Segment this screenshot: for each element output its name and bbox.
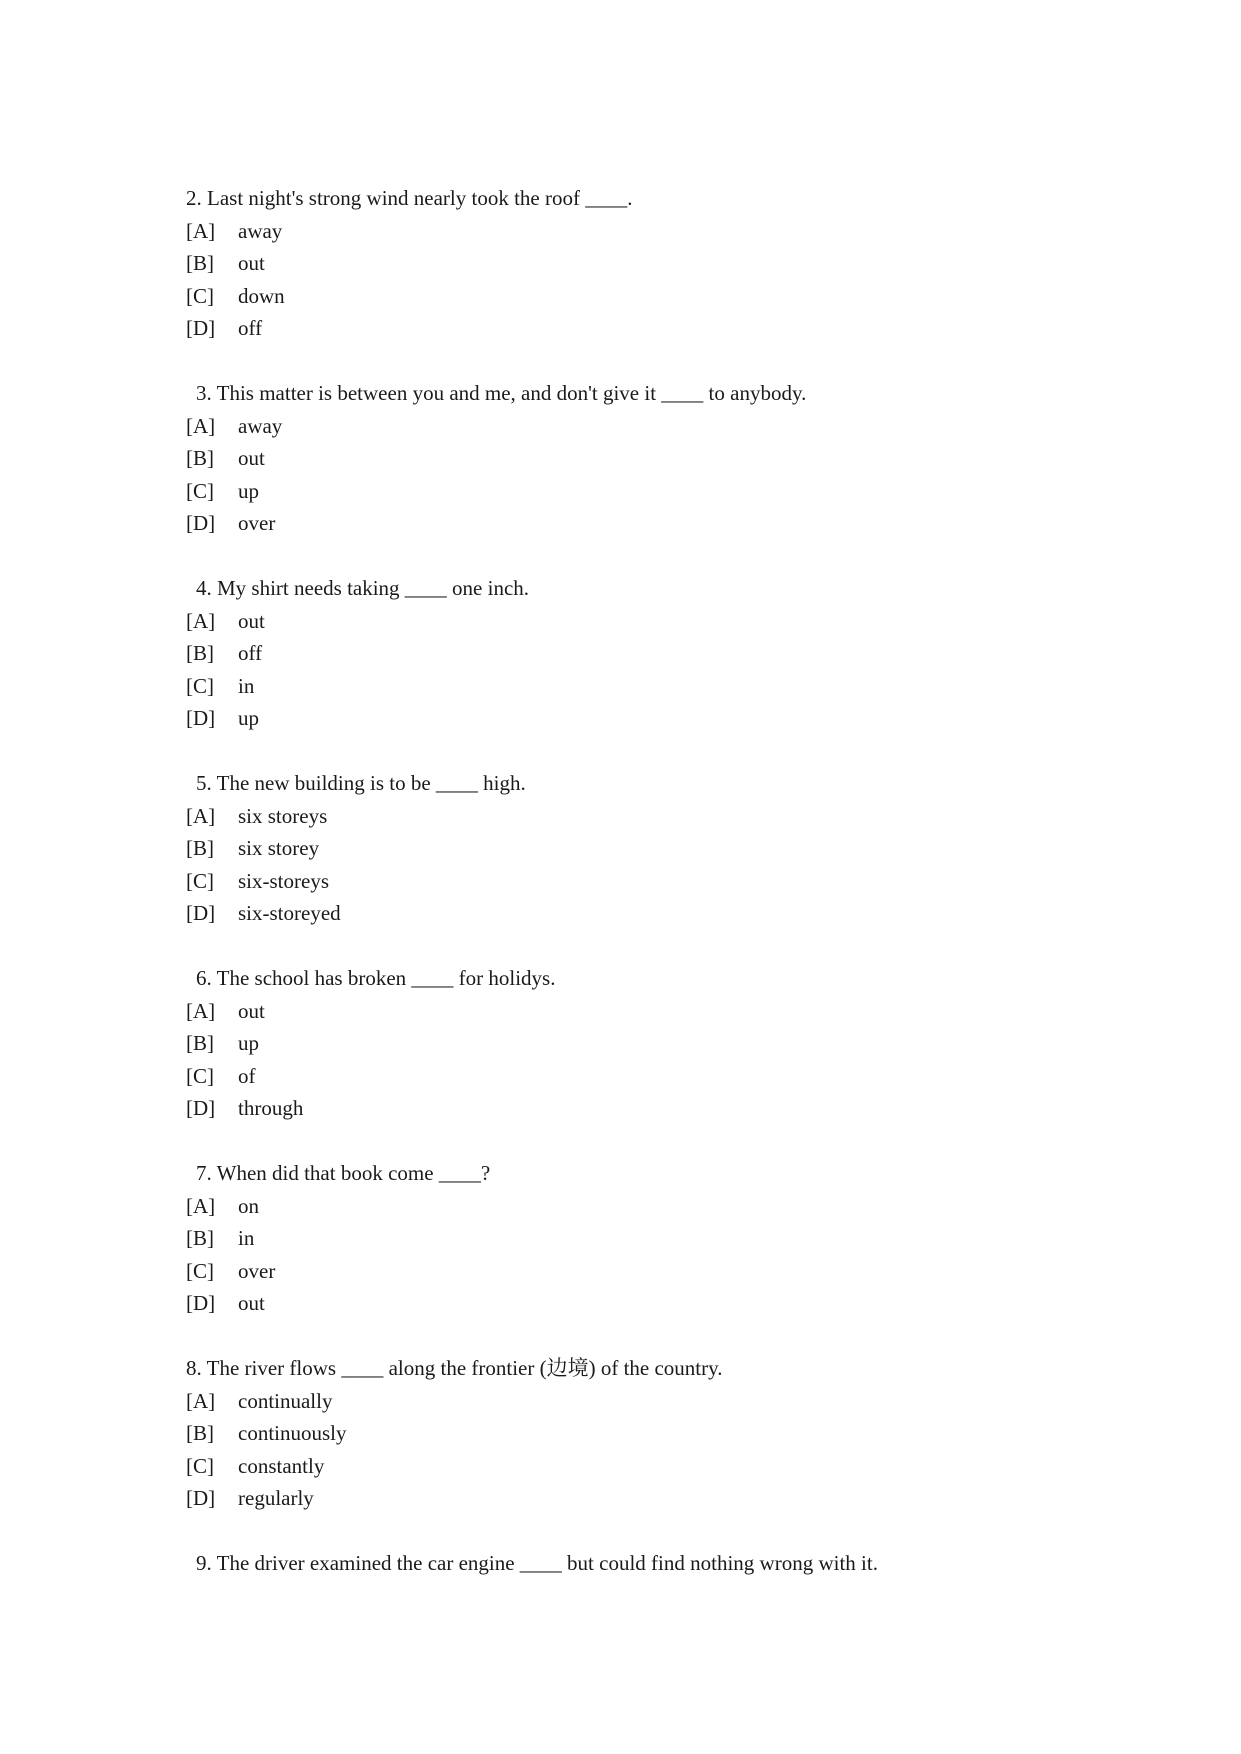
option-text: off xyxy=(238,316,263,340)
option-d xyxy=(186,1092,1086,1125)
option-c xyxy=(186,865,1086,898)
option-text: over xyxy=(238,511,276,535)
option-letter: [B] xyxy=(186,836,214,860)
option-b xyxy=(186,832,1086,865)
option-letter: [C] xyxy=(186,283,214,308)
option-letter: [B] xyxy=(186,1226,214,1250)
option-letter: [A] xyxy=(186,803,216,828)
option-b xyxy=(186,1027,1086,1060)
option-letter: [D] xyxy=(186,1486,216,1510)
option-text: out xyxy=(238,1291,265,1315)
option-a xyxy=(186,1385,1086,1418)
option-letter: [A] xyxy=(186,998,216,1023)
option-d xyxy=(186,312,1086,345)
option-letter: [C] xyxy=(186,868,214,893)
option-a xyxy=(186,215,1086,248)
option-text: regularly xyxy=(238,1486,314,1510)
option-text: six storey xyxy=(238,836,320,860)
option-b xyxy=(186,1417,1086,1450)
option-letter: [C] xyxy=(186,478,214,503)
question-2 xyxy=(186,182,1086,345)
option-d xyxy=(186,1482,1086,1515)
option-text: up xyxy=(238,706,259,730)
option-letter: [A] xyxy=(186,218,216,243)
option-text: down xyxy=(238,283,285,308)
option-letter: [C] xyxy=(186,1453,214,1478)
option-a xyxy=(186,410,1086,443)
option-letter: [B] xyxy=(186,1031,214,1055)
question-9 xyxy=(186,1547,1086,1580)
option-text: six-storeyed xyxy=(238,901,341,925)
question-stem: 5. The new building is to be ____ high. xyxy=(196,771,526,795)
option-a xyxy=(186,1190,1086,1223)
option-a xyxy=(186,800,1086,833)
option-c xyxy=(186,280,1086,313)
option-b xyxy=(186,247,1086,280)
option-letter: [A] xyxy=(186,1193,216,1218)
question-stem: 7. When did that book come ____? xyxy=(196,1161,491,1185)
option-text: out xyxy=(238,998,265,1023)
option-c xyxy=(186,670,1086,703)
option-letter: [D] xyxy=(186,1291,216,1315)
option-text: six storeys xyxy=(238,803,328,828)
option-a xyxy=(186,605,1086,638)
option-a xyxy=(186,995,1086,1028)
option-letter: [D] xyxy=(186,316,216,340)
question-stem: 8. The river flows ____ along the frontier (边境) of the country. xyxy=(186,1356,723,1380)
option-text: continuously xyxy=(238,1421,347,1445)
question-8 xyxy=(186,1352,1086,1515)
option-letter: [B] xyxy=(186,1421,214,1445)
option-letter: [D] xyxy=(186,1096,216,1120)
option-letter: [A] xyxy=(186,413,216,438)
question-stem: 3. This matter is between you and me, and don't give it ____ to anybody. xyxy=(196,381,807,405)
option-text: off xyxy=(238,641,263,665)
option-letter: [B] xyxy=(186,251,214,275)
option-text: through xyxy=(238,1096,304,1120)
question-stem: 9. The driver examined the car engine ____ but could find nothing wrong with it. xyxy=(196,1551,878,1575)
option-d xyxy=(186,1287,1086,1320)
option-b xyxy=(186,442,1086,475)
option-letter: [D] xyxy=(186,511,216,535)
question-6 xyxy=(186,962,1086,1125)
question-3 xyxy=(186,377,1086,540)
option-text: on xyxy=(238,1193,259,1218)
option-letter: [C] xyxy=(186,673,214,698)
option-c xyxy=(186,1255,1086,1288)
option-text: constantly xyxy=(238,1453,325,1478)
question-5 xyxy=(186,767,1086,930)
question-7 xyxy=(186,1157,1086,1320)
option-text: in xyxy=(238,1226,255,1250)
question-stem: 2. Last night's strong wind nearly took the roof ____. xyxy=(186,186,633,210)
option-letter: [A] xyxy=(186,1388,216,1413)
option-letter: [D] xyxy=(186,706,216,730)
option-c xyxy=(186,475,1086,508)
option-d xyxy=(186,702,1086,735)
option-letter: [D] xyxy=(186,901,216,925)
option-letter: [C] xyxy=(186,1063,214,1088)
option-letter: [A] xyxy=(186,608,216,633)
option-text: up xyxy=(238,478,259,503)
option-letter: [C] xyxy=(186,1258,214,1283)
option-b xyxy=(186,637,1086,670)
option-b xyxy=(186,1222,1086,1255)
option-text: of xyxy=(238,1063,256,1088)
option-text: away xyxy=(238,218,283,243)
option-text: up xyxy=(238,1031,259,1055)
option-text: over xyxy=(238,1258,276,1283)
option-text: out xyxy=(238,446,265,470)
question-4 xyxy=(186,572,1086,735)
option-c xyxy=(186,1450,1086,1483)
option-letter: [B] xyxy=(186,641,214,665)
option-letter: [B] xyxy=(186,446,214,470)
question-stem: 4. My shirt needs taking ____ one inch. xyxy=(196,576,530,600)
option-text: continually xyxy=(238,1388,333,1413)
option-c xyxy=(186,1060,1086,1093)
option-text: away xyxy=(238,413,283,438)
option-text: out xyxy=(238,251,265,275)
option-text: in xyxy=(238,673,255,698)
option-d xyxy=(186,897,1086,930)
question-stem: 6. The school has broken ____ for holidys. xyxy=(196,966,556,990)
option-text: six-storeys xyxy=(238,868,329,893)
option-text: out xyxy=(238,608,265,633)
option-d xyxy=(186,507,1086,540)
